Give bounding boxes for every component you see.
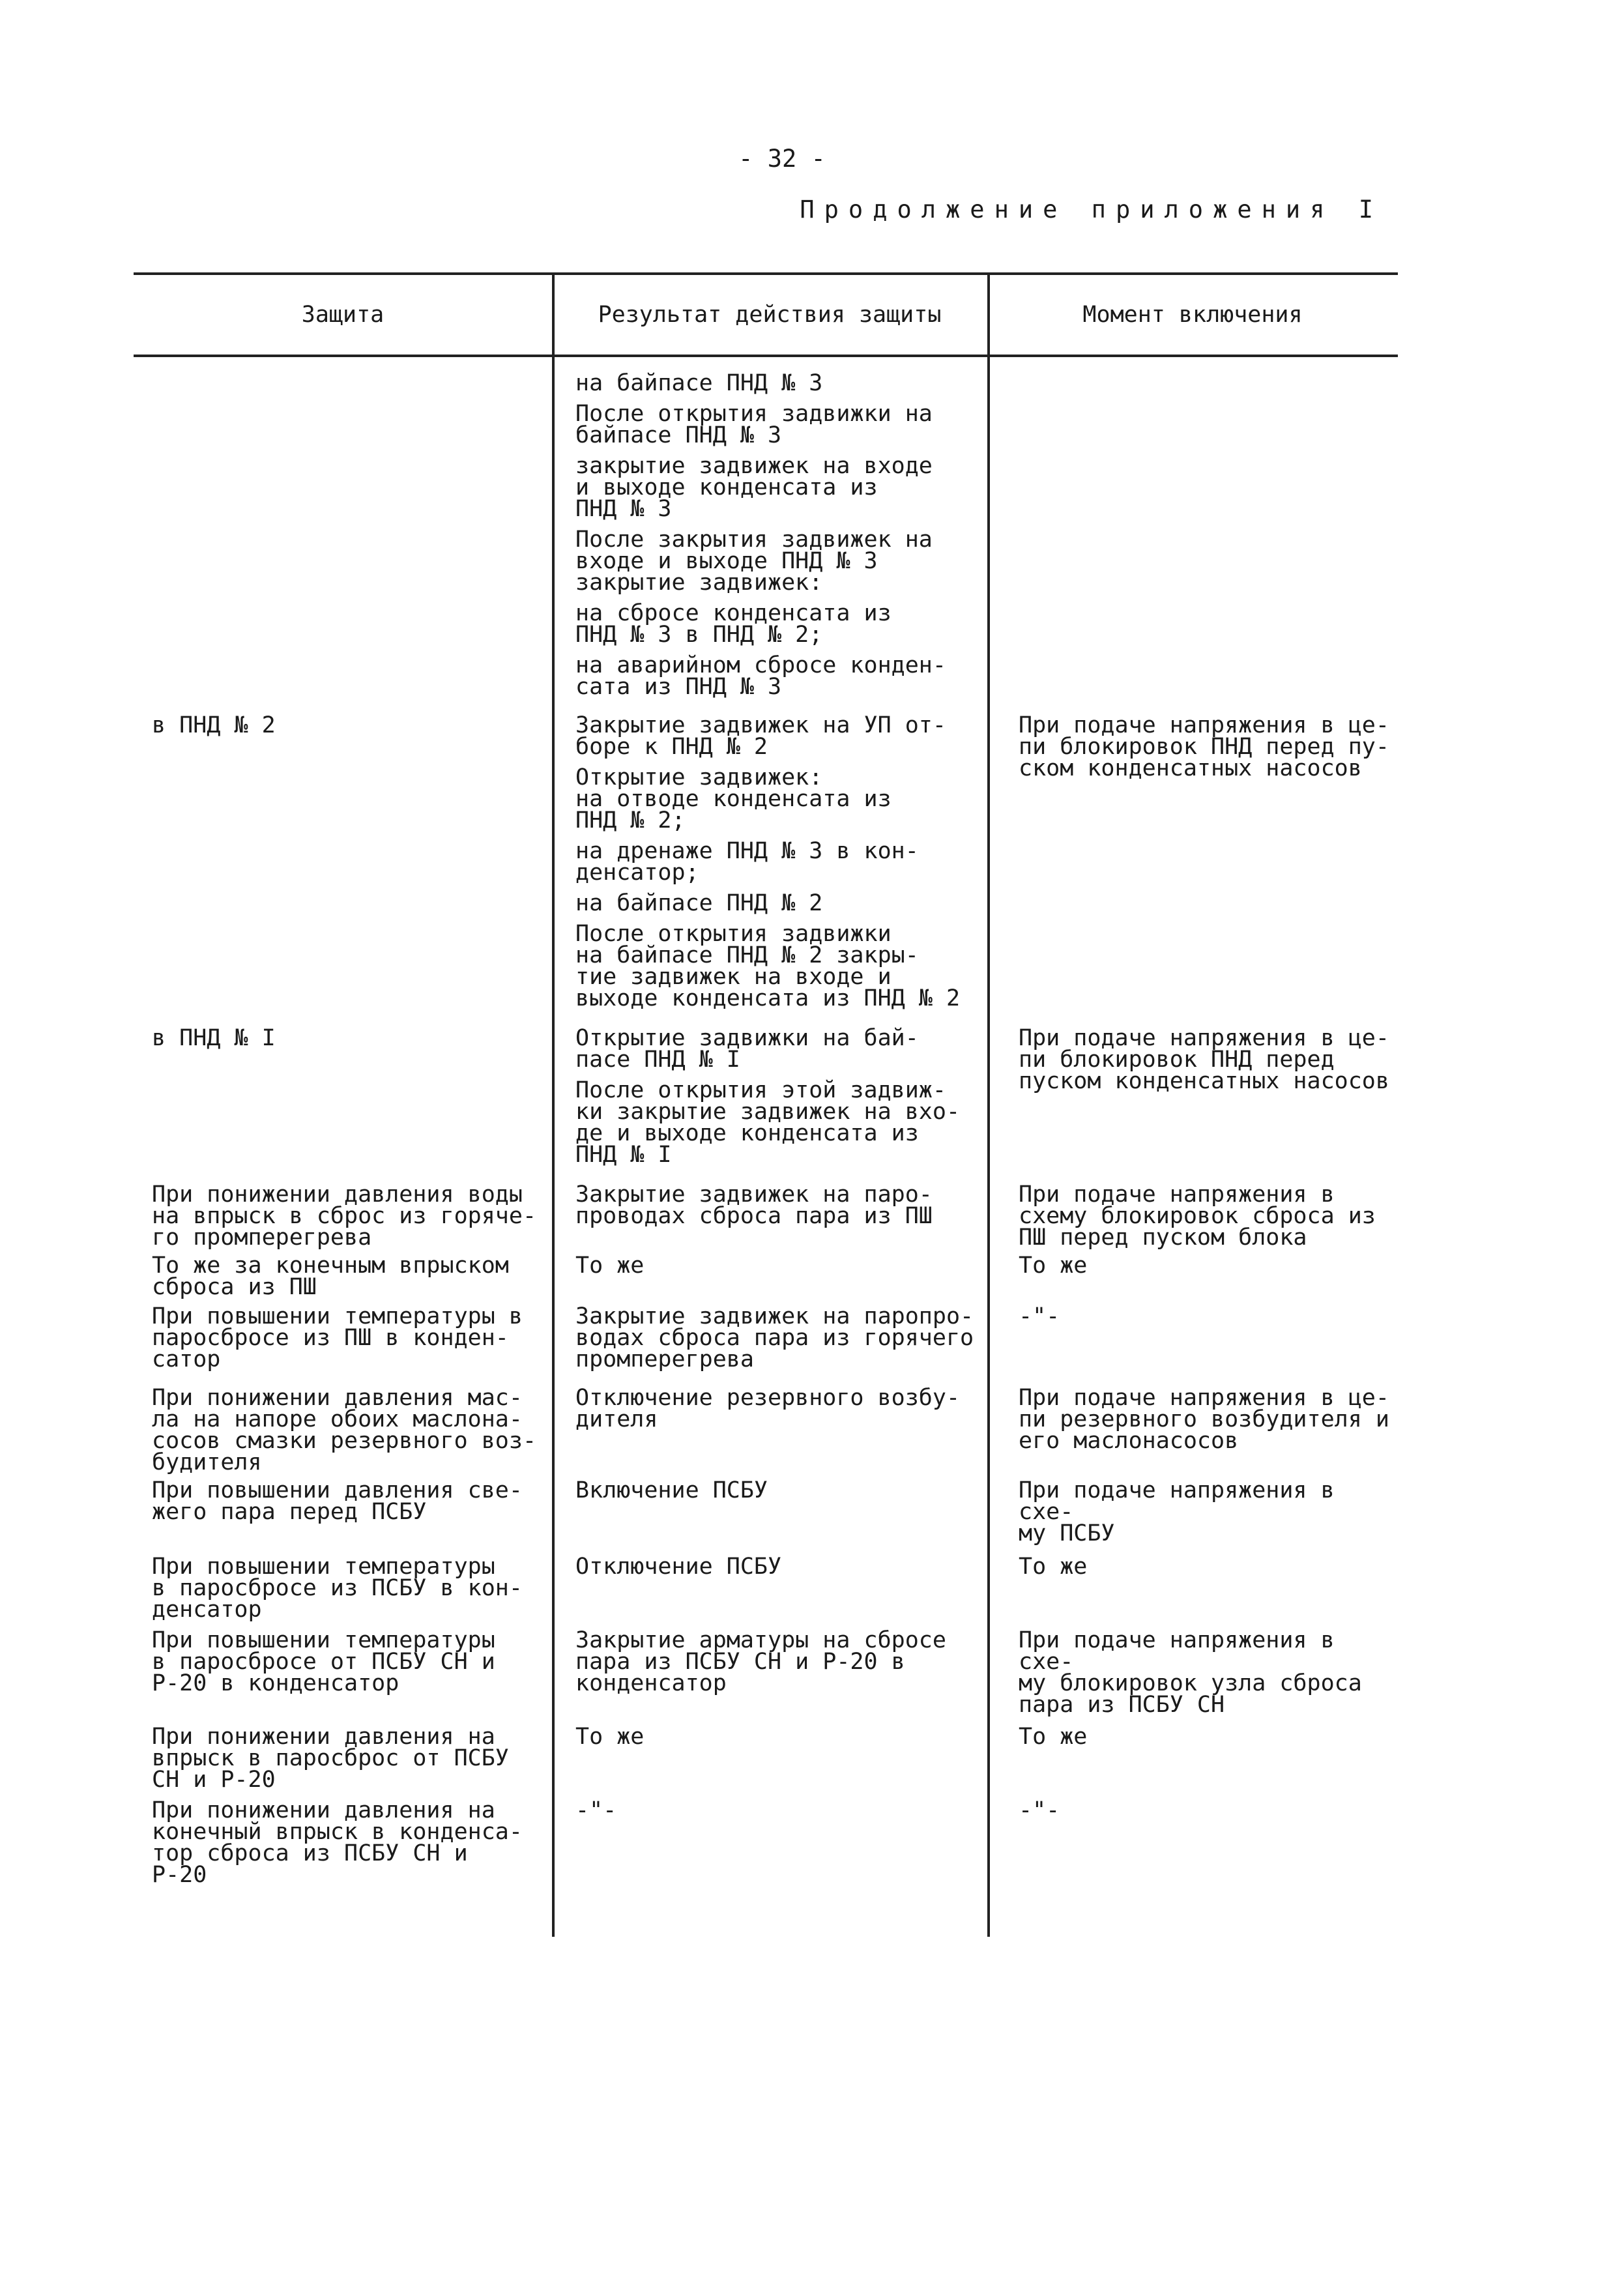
protection-cell: в ПНД № 2 [152,712,276,738]
result-cell [552,1303,987,1380]
moment-cell: -"- [1019,1303,1060,1329]
result-paragraph: Закрытие арматуры на сбросе пара из ПСБУ СН и Р-20 в конденсатор [575,1627,946,1696]
result-cell [552,370,987,707]
result-paragraph: То же [575,1724,645,1750]
result-paragraph: на байпасе ПНД № 3 [575,370,823,396]
table-row [134,1477,1398,1546]
moment-cell: При подаче напряжения в схему блокировок сброса из ПШ перед пуском блока [1019,1181,1376,1251]
protection-cell: При понижении давления на впрыск в паросброс от ПСБУ СН и Р-20 [152,1724,509,1793]
protection-cell: При повышении давления све- жего пара перед ПСБУ [152,1477,523,1525]
result-paragraph: Закрытие задвижек на паропро- водах сброса пара из горячего промперегрева [575,1303,974,1372]
result-paragraph: на сбросе конденсата из ПНД № 3 в ПНД № 2; [575,600,892,648]
result-cell [552,1255,987,1298]
table-row [134,1303,1398,1380]
protection-cell: При понижении давления воды на впрыск в сброс из горяче- го промперегрева [152,1181,537,1251]
result-cell [552,1797,987,1886]
result-cell [552,1627,987,1716]
table-row [134,1627,1398,1718]
moment-cell: При подаче напряжения в це- пи блокировок ПНД перед пу- ском конденсатных насосов [1019,712,1389,781]
protection-cell: То же за конечным впрыском сброса из ПШ [152,1253,509,1300]
result-paragraph: Отключение резервного возбу- дителя [575,1385,961,1432]
result-paragraph: Отключение ПСБУ [575,1554,782,1580]
moment-cell: То же [1019,1724,1088,1750]
result-paragraph: закрытие задвижек на входе и выходе конденсата из ПНД № 3 [575,453,933,522]
page-number: - 32 - [738,145,826,173]
result-paragraph: Закрытие задвижек на паро- проводах сброса пара из ПШ [575,1181,933,1229]
table-row [134,1181,1398,1251]
moment-cell: При подаче напряжения в це- пи блокировок ПНД перед пуском конденсатных насосов [1019,1025,1389,1094]
protection-cell: При повышении температуры в паросбросе от ПСБУ СН и Р-20 в конденсатор [152,1627,495,1696]
moment-cell [987,373,1398,707]
moment-cell: При подаче напряжения в схе- му блокировок узла сброса пара из ПСБУ СН [1019,1627,1362,1718]
table-body [134,357,1398,1886]
result-cell [552,1726,987,1791]
protection-cell [134,373,552,707]
table-row [134,712,1398,1019]
result-paragraph: на аварийном сбросе конден- сата из ПНД № 3 [575,652,946,700]
result-paragraph: Включение ПСБУ [575,1477,768,1503]
moment-cell: -"- [1019,1797,1060,1823]
table-row [134,1726,1398,1791]
result-cell [552,1556,987,1621]
header-result: Результат действия защиты [598,302,942,328]
result-paragraph: После открытия этой задвиж- ки закрытие задвижек на вхо- де и выходе конденсата из ПНД № I [575,1077,961,1168]
moment-cell: То же [1019,1554,1088,1580]
protection-cell: При понижении давления на конечный впрыск в конденса- тор сброса из ПСБУ СН и Р-20 [152,1797,523,1888]
result-paragraph: После открытия задвижки на байпасе ПНД № 3 [575,401,933,448]
result-cell [552,1025,987,1175]
result-paragraph: -"- [575,1797,617,1823]
result-cell [552,712,987,1019]
table-row [134,1387,1398,1473]
result-cell [552,1477,987,1544]
protection-cell: При повышении температуры в паросбросе из ПСБУ в кон- денсатор [152,1554,523,1623]
protection-cell: в ПНД № I [152,1025,276,1051]
result-paragraph: То же [575,1253,645,1279]
result-paragraph: Открытие задвижки на бай- пасе ПНД № I [575,1025,919,1073]
header-moment: Момент включения [1082,302,1303,328]
protection-table [134,272,1398,1886]
moment-cell: То же [1019,1253,1088,1279]
result-cell [552,1387,987,1473]
result-cell [552,1181,987,1249]
result-paragraph: Открытие задвижек: на отводе конденсата из ПНД № 2; [575,764,892,833]
result-paragraph: на байпасе ПНД № 2 [575,890,823,916]
protection-cell: При повышении температуры в паросбросе из ПШ в конден- сатор [152,1303,523,1372]
table-row [134,1797,1398,1888]
table-row [134,1025,1398,1175]
table-row [134,1556,1398,1621]
result-paragraph: После закрытия задвижек на входе и выходе ПНД № 3 закрытие задвижек: [575,527,933,596]
protection-cell: При понижении давления мас- ла на напоре обоих маслона- сосов смазки резервного воз- будителя [152,1385,537,1475]
continuation-heading: Продолжение приложения I [800,196,1383,224]
table-row [134,370,1398,707]
column-divider-2-header [987,275,990,356]
result-paragraph: на дренаже ПНД № 3 в кон- денсатор; [575,838,919,886]
moment-cell: При подаче напряжения в це- пи резервного возбудителя и его маслонасосов [1019,1385,1389,1454]
result-paragraph: Закрытие задвижек на УП от- боре к ПНД № 2 [575,712,946,760]
table-header [134,275,1398,357]
moment-cell: При подаче напряжения в схе- му ПСБУ [1019,1477,1335,1546]
header-protection: Защита [301,302,384,328]
result-paragraph: После открытия задвижки на байпасе ПНД № 2 закры- тие задвижек на входе и выходе конденсата из ПНД № 2 [575,921,961,1011]
table-row [134,1255,1398,1298]
